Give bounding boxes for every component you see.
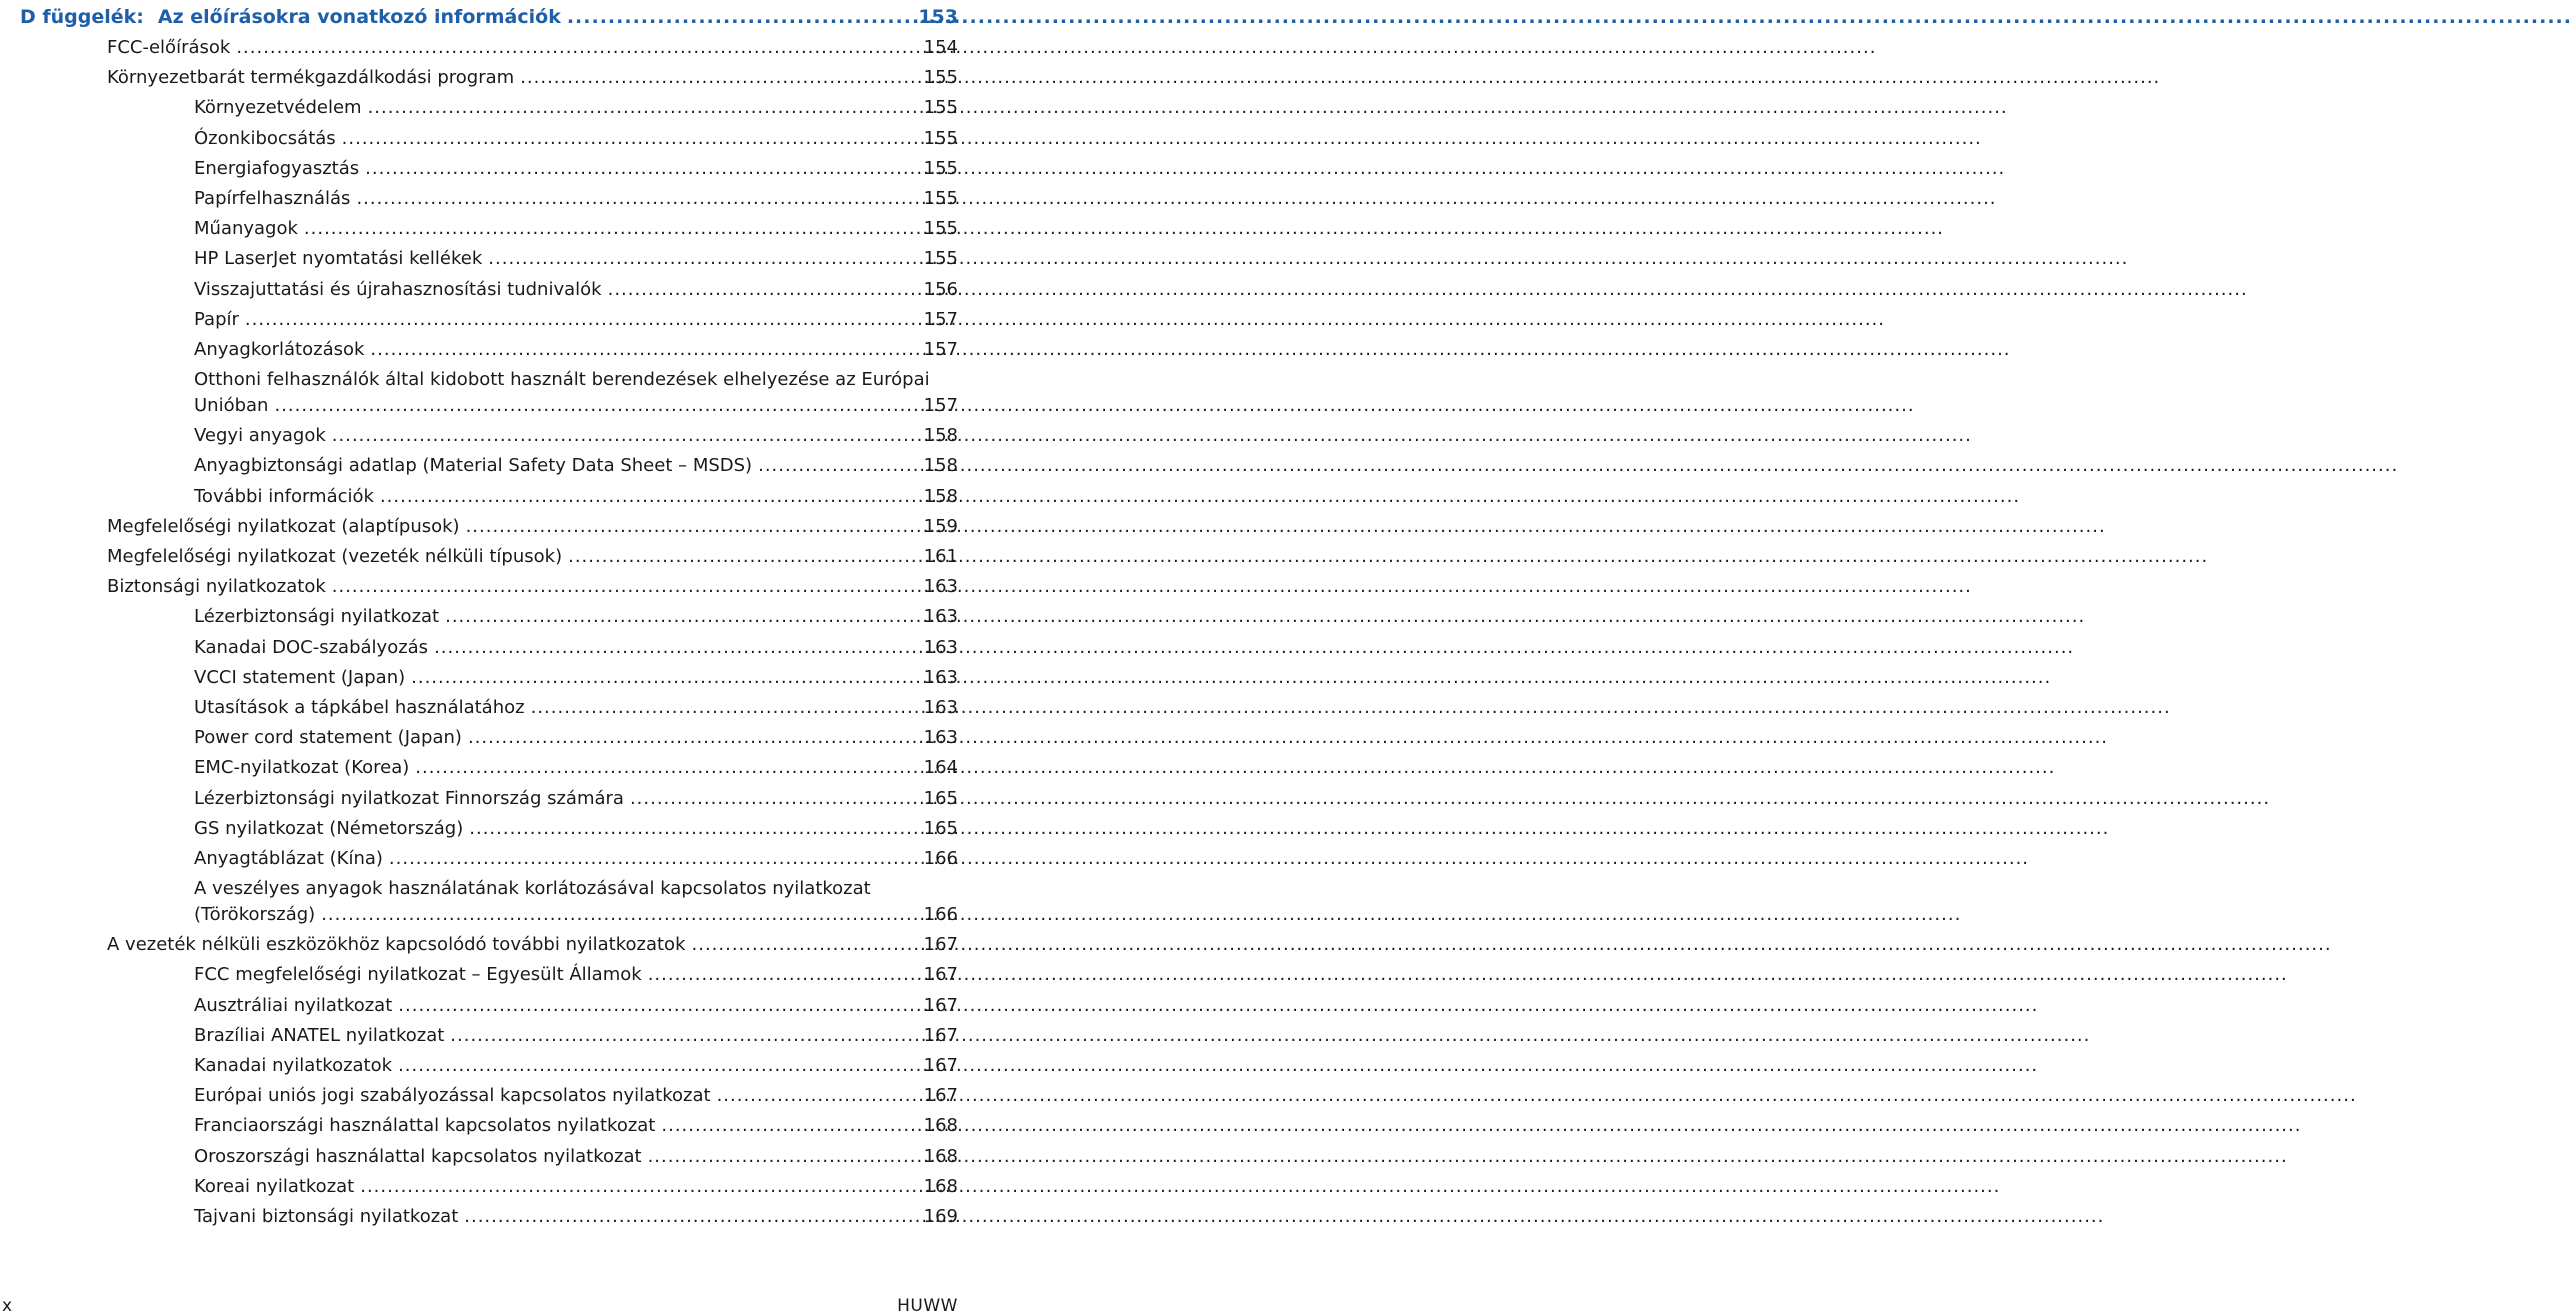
dot-leader (332, 423, 918, 449)
toc-entry[interactable] (0, 277, 960, 303)
toc-entry-title: Biztonsági nyilatkozatok (107, 576, 326, 598)
toc-entry-page-number: 155 (923, 157, 958, 179)
dot-leader (531, 695, 918, 721)
toc-entry-title: VCCI statement (Japan) (194, 666, 406, 688)
toc-entry-title-line: A veszélyes anyagok használatának korlátozásával kapcsolatos nyilatkozat (194, 878, 871, 900)
toc-entry-page-number: 168 (923, 1115, 958, 1137)
toc-entry-page-number: 155 (923, 67, 958, 89)
toc-entry-page-number: 154 (923, 37, 958, 58)
toc-entry[interactable] (0, 993, 960, 1019)
dot-leader (389, 846, 918, 872)
dot-leader (567, 4, 912, 30)
toc-entry-title: Európai uniós jogi szabályozással kapcsolatos nyilatkozat (194, 1085, 711, 1107)
toc-entry[interactable] (0, 1023, 960, 1049)
toc-entry-title: Megfelelőségi nyilatkozat (vezeték nélküli típusok) (107, 546, 563, 567)
dot-leader (365, 156, 917, 182)
toc-entry-row (194, 156, 958, 182)
toc-entry[interactable] (0, 95, 960, 121)
toc-entry-row (194, 1023, 958, 1049)
dot-leader (648, 962, 918, 988)
toc-entry-page-number: 166 (923, 847, 958, 869)
toc-entry-title: Lézerbiztonsági nyilatkozat (194, 606, 440, 628)
toc-entry-row (194, 1204, 958, 1230)
toc-entry-title: Franciaországi használattal kapcsolatos nyilatkozat (194, 1115, 656, 1137)
toc-entry[interactable] (0, 665, 960, 691)
toc-entry-page-number: 163 (923, 636, 958, 658)
dot-leader (356, 186, 917, 212)
dot-leader (648, 1144, 918, 1170)
toc-entry-row (107, 514, 958, 540)
toc-entry[interactable] (0, 307, 960, 333)
toc-entry-title: Utasítások a tápkábel használatához (194, 696, 525, 718)
toc-entry[interactable] (0, 1204, 960, 1230)
toc-entry[interactable] (0, 604, 960, 630)
dot-leader (758, 453, 918, 479)
dot-leader (332, 574, 918, 600)
toc-entry[interactable] (0, 246, 960, 272)
toc-entry-page-number: 155 (923, 97, 958, 119)
toc-entry[interactable] (0, 1144, 960, 1170)
toc-entry-title: Power cord statement (Japan) (194, 727, 462, 749)
toc-entry-row (194, 635, 958, 661)
dot-leader (380, 484, 918, 510)
toc-entry-title: Unióban (194, 395, 269, 417)
toc-entry[interactable] (0, 1113, 960, 1139)
toc-entry-title: Vegyi anyagok (194, 425, 326, 447)
toc-entry-row (194, 665, 958, 691)
toc-entry-title: Visszajuttatási és újrahasznosítási tudnivalók (194, 278, 602, 300)
toc-entry[interactable] (0, 423, 960, 449)
dot-leader (360, 1174, 917, 1200)
toc-entry-page-number: 158 (923, 485, 958, 507)
toc-entry-page-number: 166 (923, 904, 958, 926)
dot-leader (488, 246, 917, 272)
toc-entry-row (194, 95, 958, 121)
toc-entry-title: A vezeték nélküli eszközökhöz kapcsolódó további nyilatkozatok (107, 934, 686, 956)
toc-entry-page-number: 163 (923, 576, 958, 598)
toc-entry-page-number: 163 (923, 606, 958, 628)
dot-leader (445, 604, 918, 630)
toc-entry-row (194, 337, 958, 363)
toc-entry-title: (Törökország) (194, 904, 316, 926)
toc-entry-title: FCC megfelelőségi nyilatkozat – Egyesült Államok (194, 964, 642, 986)
toc-entry-title: Brazíliai ANATEL nyilatkozat (194, 1024, 445, 1046)
toc-entry[interactable] (0, 367, 960, 419)
appendix-heading[interactable] (20, 4, 958, 30)
toc-entry-page-number: 156 (923, 278, 958, 300)
dot-leader (630, 786, 918, 812)
toc-entry[interactable] (0, 786, 960, 812)
appendix-page-number: 153 (918, 6, 958, 28)
toc-entry-title: Papírfelhasználás (194, 187, 351, 209)
toc-entry-page-number: 155 (923, 187, 958, 209)
toc-entry-page-number: 157 (923, 338, 958, 360)
toc-entry-title: Anyagbiztonsági adatlap (Material Safety Data Sheet – MSDS) (194, 455, 753, 477)
toc-entry-row (194, 725, 958, 751)
toc-entry-page-number: 167 (923, 934, 958, 956)
toc-entry-title: FCC-előírások (107, 37, 231, 58)
toc-entry-page-number: 167 (923, 964, 958, 986)
toc-entry[interactable] (0, 156, 960, 182)
dot-leader (415, 755, 917, 781)
toc-entry-row (194, 307, 958, 333)
toc-entry-title: Ausztráliai nyilatkozat (194, 994, 393, 1016)
dot-leader (468, 725, 918, 751)
toc-entry-title: Anyagtáblázat (Kína) (194, 847, 383, 869)
toc-entry-row (194, 1053, 958, 1079)
dot-leader (450, 1023, 917, 1049)
toc-entry-title: HP LaserJet nyomtatási kellékek (194, 248, 483, 270)
toc-entry-page-number: 158 (923, 455, 958, 477)
toc-entry-row (194, 453, 958, 479)
toc-entry-title: Kanadai nyilatkozatok (194, 1055, 393, 1076)
dot-leader (434, 635, 918, 661)
toc-entry-page-number: 167 (923, 1055, 958, 1076)
toc-entry-row (194, 604, 958, 630)
dot-leader (274, 393, 917, 419)
toc-entry-row (194, 695, 958, 721)
toc-entry-title: Papír (194, 308, 239, 330)
toc-entry-title: Oroszországi használattal kapcsolatos nyilatkozat (194, 1145, 642, 1167)
toc-entry-row (194, 816, 958, 842)
dot-leader (368, 95, 918, 121)
toc-entry-row (194, 1174, 958, 1200)
footer-code: HUWW (897, 1296, 958, 1316)
dot-leader (464, 1204, 917, 1230)
dot-leader (398, 993, 917, 1019)
toc-entry[interactable] (0, 544, 960, 570)
toc-entry-row (194, 1083, 958, 1109)
toc-entry-title: Lézerbiztonsági nyilatkozat Finnország számára (194, 787, 624, 809)
toc-entry[interactable] (0, 1174, 960, 1200)
toc-entry-row (194, 277, 958, 303)
dot-leader (717, 1083, 918, 1109)
toc-entry-row (194, 1144, 958, 1170)
toc-entry-row (107, 544, 958, 570)
toc-entry-row (194, 786, 958, 812)
dot-leader (398, 1053, 918, 1079)
toc-entry[interactable] (0, 846, 960, 872)
toc-entry-page-number: 168 (923, 1145, 958, 1167)
toc-entry[interactable] (0, 962, 960, 988)
appendix-label: D függelék: (20, 6, 144, 28)
toc-entry-page-number: 155 (923, 248, 958, 270)
toc-entry-title: Megfelelőségi nyilatkozat (alaptípusok) (107, 515, 460, 537)
toc-entry-title: Ózonkibocsátás (194, 127, 336, 149)
toc-entry-page-number: 167 (923, 1085, 958, 1107)
dot-leader (245, 307, 918, 333)
toc-entry[interactable] (0, 695, 960, 721)
toc-entry-row (194, 962, 958, 988)
toc-entry[interactable] (0, 1083, 960, 1109)
footer-page-number: x (2, 1296, 13, 1316)
toc-entry-row (194, 246, 958, 272)
toc-entry-row (194, 186, 958, 212)
toc-entry-page-number: 169 (923, 1205, 958, 1227)
toc-entry-row (194, 216, 958, 242)
toc-entry-page-number: 168 (923, 1175, 958, 1197)
dot-leader (321, 902, 917, 928)
toc-entry-page-number: 157 (923, 395, 958, 417)
toc-entry-row (194, 393, 958, 419)
toc-entry-row (194, 126, 958, 152)
toc-entry-title: Tajvani biztonsági nyilatkozat (194, 1205, 459, 1227)
toc-entry-title: EMC-nyilatkozat (Korea) (194, 757, 410, 779)
toc-entry-page-number: 161 (923, 546, 958, 567)
toc-entry[interactable] (0, 186, 960, 212)
toc-entry-title: Kanadai DOC-szabályozás (194, 636, 429, 658)
dot-leader (661, 1113, 917, 1139)
toc-entry-page-number: 165 (923, 787, 958, 809)
toc-entry-row (107, 65, 958, 91)
toc-entry[interactable] (0, 65, 960, 91)
toc-entry[interactable] (0, 876, 960, 928)
toc-entry-row (194, 423, 958, 449)
toc-entry-title: Műanyagok (194, 218, 298, 240)
dot-leader (370, 337, 917, 363)
dot-leader (411, 665, 918, 691)
appendix-title: Az előírásokra vonatkozó információk (157, 6, 561, 28)
toc-entry[interactable] (0, 337, 960, 363)
toc-entry-row (107, 574, 958, 600)
toc-entry-title: Környezetbarát termékgazdálkodási program (107, 67, 515, 89)
toc-entry-row (107, 932, 958, 958)
dot-leader (692, 932, 918, 958)
toc-entry-title: Energiafogyasztás (194, 157, 360, 179)
toc-entry[interactable] (0, 1053, 960, 1079)
toc-entry-title: Anyagkorlátozások (194, 338, 365, 360)
toc-entry[interactable] (0, 816, 960, 842)
toc-entry[interactable] (0, 574, 960, 600)
dot-leader (608, 277, 918, 303)
toc-entry-page-number: 167 (923, 1024, 958, 1046)
toc-entry-row (194, 755, 958, 781)
toc-entry-title-line: Otthoni felhasználók által kidobott használt berendezések elhelyezése az Európai (194, 369, 930, 391)
table-of-contents (0, 35, 960, 1234)
dot-leader (342, 126, 918, 152)
toc-entry-row (194, 993, 958, 1019)
toc-entry[interactable] (0, 453, 960, 479)
toc-entry[interactable] (0, 35, 960, 61)
toc-entry[interactable] (0, 932, 960, 958)
dot-leader (520, 65, 917, 91)
dot-leader (236, 35, 917, 61)
toc-entry-page-number: 155 (923, 127, 958, 149)
dot-leader (466, 514, 918, 540)
toc-entry-title: További információk (194, 485, 374, 507)
toc-entry-page-number: 165 (923, 817, 958, 839)
toc-entry[interactable] (0, 216, 960, 242)
toc-entry[interactable] (0, 635, 960, 661)
toc-entry[interactable] (0, 126, 960, 152)
dot-leader (469, 816, 917, 842)
dot-leader (304, 216, 918, 242)
toc-entry-page-number: 159 (923, 515, 958, 537)
toc-entry-page-number: 163 (923, 696, 958, 718)
toc-entry-title: GS nyilatkozat (Németország) (194, 817, 464, 839)
toc-entry-page-number: 164 (923, 757, 958, 779)
dot-leader (568, 544, 918, 570)
toc-entry-row (194, 1113, 958, 1139)
toc-entry-page-number: 157 (923, 308, 958, 330)
toc-entry-page-number: 158 (923, 425, 958, 447)
toc-entry[interactable] (0, 725, 960, 751)
toc-entry-row (107, 35, 958, 61)
toc-entry-title: Környezetvédelem (194, 97, 362, 119)
toc-entry-title: Koreai nyilatkozat (194, 1175, 355, 1197)
toc-entry-page-number: 163 (923, 727, 958, 749)
toc-entry[interactable] (0, 514, 960, 540)
toc-entry-row (194, 902, 958, 928)
toc-entry-page-number: 163 (923, 666, 958, 688)
toc-entry-page-number: 167 (923, 994, 958, 1016)
toc-entry-row (194, 846, 958, 872)
toc-entry-row (194, 484, 958, 510)
toc-entry-page-number: 155 (923, 218, 958, 240)
toc-entry[interactable] (0, 484, 960, 510)
toc-entry[interactable] (0, 755, 960, 781)
